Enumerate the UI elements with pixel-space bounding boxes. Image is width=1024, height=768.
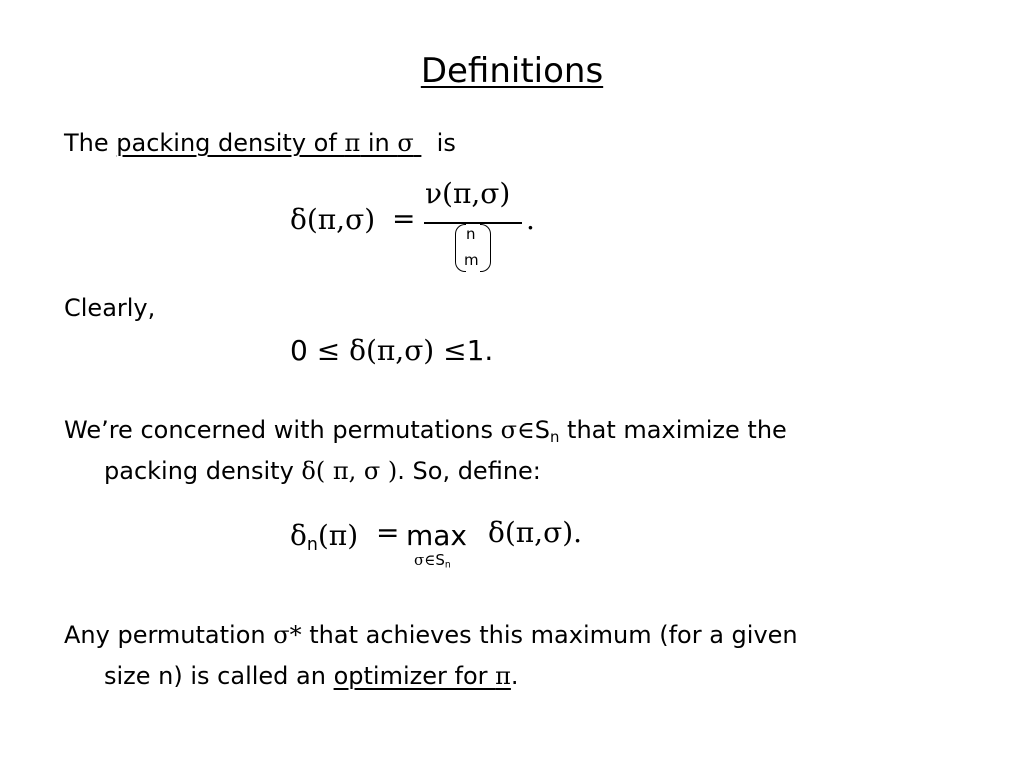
s-symbol: S (534, 416, 550, 444)
sigma-symbol: σ (397, 129, 414, 157)
binom-bottom: m (464, 251, 479, 269)
def-suffix: is (436, 129, 456, 157)
formula-equals: = (392, 202, 416, 235)
formula-lhs: δ(π,σ) (290, 203, 376, 236)
optimizer-line-2 (104, 664, 519, 688)
optimizer-period: . (510, 662, 519, 690)
formula2-rhs: δ(π,σ). (488, 516, 583, 549)
formula2-under (414, 551, 451, 571)
formula2-arg: (π) (317, 519, 359, 552)
slide-title: Definitions (420, 51, 604, 91)
term-in: in (360, 129, 398, 157)
formula2-delta: δ (290, 519, 307, 552)
optimizer-term-text: optimizer for (333, 662, 496, 690)
ineq-delta: δ(π,σ) (349, 334, 435, 367)
concern-line-2 (104, 459, 541, 483)
formula2-lhs (290, 519, 358, 555)
packing-density-term (116, 129, 421, 157)
under-sigma-in: σ∈ (414, 551, 436, 569)
inequality (290, 334, 493, 367)
sigma-star: σ* (273, 621, 302, 649)
concern-text-b: that maximize the (559, 416, 787, 444)
formula2-max: max (406, 519, 468, 552)
ineq-le-1: ≤ (316, 334, 341, 367)
ineq-one: 1. (466, 334, 494, 367)
optimizer-text-a: Any permutation (64, 621, 274, 649)
formula2-subscript: n (306, 534, 318, 555)
fraction-bar (424, 222, 522, 224)
s-subscript: n (549, 428, 560, 447)
under-s: S (435, 551, 445, 569)
clearly-label: Clearly, (64, 294, 156, 322)
concern-text-c: packing density (104, 457, 302, 485)
concern-text-a: We’re concerned with permutations (64, 416, 501, 444)
pi-symbol: π (344, 129, 361, 157)
def-prefix: The (64, 129, 117, 157)
delta-args: δ( π, σ ) (301, 457, 398, 485)
concern-line-1 (64, 418, 787, 445)
optimizer-text-b: that achieves this maximum (for a given (301, 621, 798, 649)
ineq-le-2: ≤ (443, 334, 467, 367)
optimizer-pi: π (495, 662, 511, 690)
ineq-zero: 0 (290, 334, 308, 367)
sigma-in-symbol: σ∈ (500, 416, 535, 444)
term-text: packing density of (116, 129, 345, 157)
formula2-equals: = (376, 516, 400, 549)
packing-density-definition (64, 131, 456, 155)
optimizer-line-1 (64, 623, 798, 647)
formula-numerator: ν(π,σ) (425, 177, 511, 210)
optimizer-term (334, 662, 511, 690)
under-n: n (444, 559, 451, 571)
optimizer-text-c: size n) is called an (104, 662, 334, 690)
binom-top: n (466, 225, 476, 243)
formula-period: . (526, 203, 535, 236)
concern-text-d: . So, define: (397, 457, 541, 485)
binom-right-paren (480, 224, 491, 272)
